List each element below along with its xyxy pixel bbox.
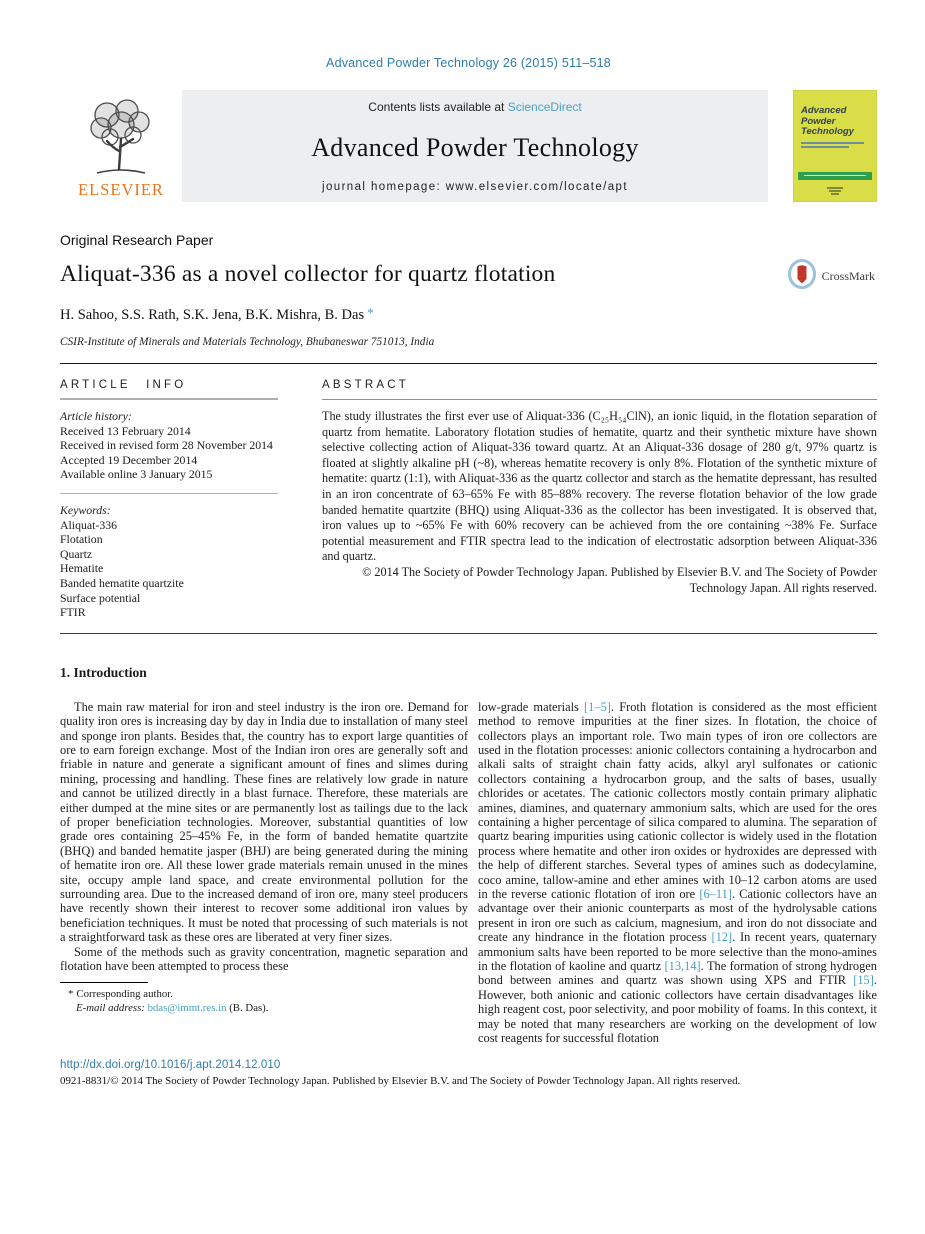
abstract-copyright: © 2014 The Society of Powder Technology Japan. Published by Elsevier B.V. and The Society of Powder Technology Japan. All rights reserved. [362,564,877,595]
reference-link[interactable]: [1–5] [584,699,611,714]
abstract-body: The study illustrates the first ever use of Aliquat-336 (C₂₅H₅₄ClN), an ionic liquid, in the flotation separation of quartz from hematite. Laboratory flotation studies of hematite, quartz and their synthetic mixture have shown selective collecting action of Aliquat-336 toward quartz. At an Aliquat-336 dosage of 280 g/t, 97% quartz is floated at slightly alkaline pH (~8), whereas hematite recovery is only 8%. Flotation of the synthetic mixture of hematite: quartz (1:1), with Aliquat-336 as the quartz collector and starch as the hematite depressant, has resulted in an iron concentrate of 63–65% Fe with 85–88% recovery. The reverse flotation behavior of the low grade banded hematite quartzite (BHQ) using Aliquat-336 as the collector has been investigated. It is observed that, iron values up to ~65% Fe with 60% recovery can be achieved from the ore containing ~38% Fe. Surface potential measurement and FTIR spectra lead to the indication of electrostatic adsorption between Aliquat-336 and quartz. [322,409,877,564]
contents-line [368,100,581,114]
text-segment: . In recent years, quaternary ammonium salts have been reported to be more selective than the mono-amines in the flotation of kaoline and quartz [478,930,877,974]
reference-link[interactable]: [15] [853,973,874,988]
text-segment: . However, both anionic and cationic collectors have certain disadvantages like high reagent cost, poor selectivity, and poor mobility of foams. In this context, it may be noted that many researchers are working on the development of low cost reagents for successful flotation [478,973,877,1046]
cover-emblem [827,187,843,196]
intro-right-paragraph [478,700,877,1046]
history-item: Received in revised form 28 November 2014 [60,438,273,453]
elsevier-wordmark: ELSEVIER [78,180,164,199]
journal-homepage-link[interactable]: journal homepage: www.elsevier.com/locate/apt [322,181,628,193]
crossmark-badge[interactable] [787,259,875,294]
keyword-item: Hematite [60,561,104,576]
cover-green-band [798,172,872,180]
abstract-rule [322,399,877,400]
history-item: Received 13 February 2014 [60,423,191,438]
keyword-item: Surface potential [60,590,141,605]
footnote-star: * [68,988,74,1001]
footnote-rule [60,982,148,983]
intro-left-column [60,700,468,1046]
text-segment: low-grade materials [478,699,585,714]
text-segment: . The formation of strong hydrogen bond between amines and quartz was shown using XPS and FTIR [478,959,877,988]
paragraph: The main raw material for iron and steel industry is the iron ore. Demand for quality iron ores is increasing day by day in India due to installation of many steel and sponge iron plants. Besides that, the country has to export large quantities of ore to earn foreign exchange. Most of the Indian iron ores are generally soft and friable in nature and generate a significant amount of fines and slimes during mining, processing and handling. These fines are relatively low grade in nature and cannot be utilized directly in a blast furnace. Therefore, these materials are either dumped at the mine sites or are permanently lost as tailings due to the lack of proper beneficiation technologies. Moreover, substantial quantities of low grade ores containing 25–45% Fe, in the form of banded hematite quartzite (BHQ) and banded hematite jasper (BHJ) are being generated during the mining of hematite iron ore. All these lower grade materials remain unused in the mines site, occupy ample land space, and create environmental pollution for the surrounding area. Due to the increased demand of iron ore, many steel producers have recently shown their interest to recover some additional iron values by beneficiation techniques. It must be noted that processing of such materials is not a straightforward task as these ores are liberated at very finer sizes. [60,699,468,945]
section-heading-introduction: 1. Introduction [60,664,147,680]
journal-banner [182,90,768,202]
title-row [60,261,877,288]
keywords-label: Keywords: [60,502,111,517]
article-history-block [60,409,278,482]
email-label: E-mail address: [76,1001,145,1014]
article-history-list [60,424,278,482]
intro-right-column [478,700,877,1046]
info-abstract-section [60,364,877,620]
cover-subtitle-lines [801,142,869,148]
email-link[interactable]: bdas@immt.res.in [147,1001,227,1014]
crossmark-icon [787,259,817,294]
corresponding-author-star[interactable]: * [367,305,374,320]
footnote-text: Corresponding author. [76,988,173,1001]
paragraph: Some of the methods such as gravity concentration, magnetic separation and flotation have been attempted to process these [60,944,468,974]
reference-link[interactable]: [13,14] [664,959,701,974]
elsevier-tree-icon [77,97,165,179]
doi-link[interactable]: http://dx.doi.org/10.1016/j.apt.2014.12.010 [60,1059,281,1072]
article-info-rule [60,398,278,400]
sciencedirect-link[interactable]: ScienceDirect [507,100,582,114]
email-note [60,1002,468,1016]
elsevier-logo [60,90,182,202]
keyword-item: Aliquat-336 [60,517,118,532]
divider-abstract-bottom [60,633,877,634]
journal-cover-thumbnail[interactable] [793,90,877,202]
corresponding-author-note [60,988,468,1002]
footnote-block [60,982,468,1015]
text-segment: . Froth flotation is considered as the most efficient method to remove impurities at the finer sizes. In flotation, the choice of collectors plays an important role. Two main types of iron ore collectors are used in the flotation processes: anionic collectors containing a hydrocarbon and alkali salts of straight chain fatty acids, alkyl aryl sulfonates or cationic collectors containing a hydrocarbon group, and the salts of bases, usually chlorides or acetates. The cationic collectors mostly contain primary aliphatic amines, diamines, and quaternary ammonium salts, which are used for the ores containing a higher percentage of silica compared to alumina. The separation of quartz bearing impurities using cationic collector is widely used in the flotation process where hematite and other iron oxides or hydroxides are depressed with the help of different starches. Several types of amines such as dodecylamine, coco amine, tallow-amine and ether amines with 10–12 carbon atoms are used in the reverse cationic flotation of iron ore [478,699,877,901]
issn-copyright-line: 0921-8831/© 2014 The Society of Powder Technology Japan. Published by Elsevier B.V. and The Society of Powder Technology Japan. All rights reserved. [60,1075,741,1088]
author-line [60,305,877,324]
keyword-item: Flotation [60,532,103,547]
keywords-block [60,503,278,620]
page-footer [60,1059,877,1087]
keyword-item: FTIR [60,605,86,620]
journal-title: Advanced Powder Technology [311,132,639,162]
reference-link[interactable]: [12] [711,930,733,945]
author-names: H. Sahoo, S.S. Rath, S.K. Jena, B.K. Mishra, B. Das [60,307,365,323]
history-item: Accepted 19 December 2014 [60,452,198,467]
article-info-heading: ARTICLE INFO [60,379,187,391]
affiliation: CSIR-Institute of Minerals and Materials Technology, Bhubaneswar 751013, India [60,336,435,348]
keywords-divider [60,493,278,494]
journal-header [60,90,877,202]
article-title: Aliquat-336 as a novel collector for quartz flotation [60,261,556,287]
keywords-list [60,518,278,620]
history-item: Available online 3 January 2015 [60,467,213,482]
introduction-body [60,700,877,1046]
text-segment: . Cationic collectors have an advantage over their anionic counterparts as most of the hydrolysable cations present in iron ore such as calcium, magnesium, and iron do not dissociate and create any hindrance in the flotation process [478,887,877,945]
intro-left-paragraphs [60,700,468,974]
article-type-label: Original Research Paper [60,232,214,248]
contents-prefix: Contents lists available at [368,100,508,114]
article-info-column [60,364,278,620]
page-citation: Advanced Powder Technology 26 (2015) 511–518 [326,56,611,70]
cover-title: Advanced Powder Technology [801,105,854,137]
abstract-column [322,364,877,620]
reference-link[interactable]: [6–11] [699,887,732,901]
email-suffix: (B. Das). [226,1001,269,1014]
keyword-item: Quartz [60,546,93,561]
abstract-heading: ABSTRACT [322,379,409,391]
article-history-label: Article history: [60,409,132,423]
keyword-item: Banded hematite quartzite [60,575,184,590]
crossmark-label: CrossMark [821,269,875,283]
